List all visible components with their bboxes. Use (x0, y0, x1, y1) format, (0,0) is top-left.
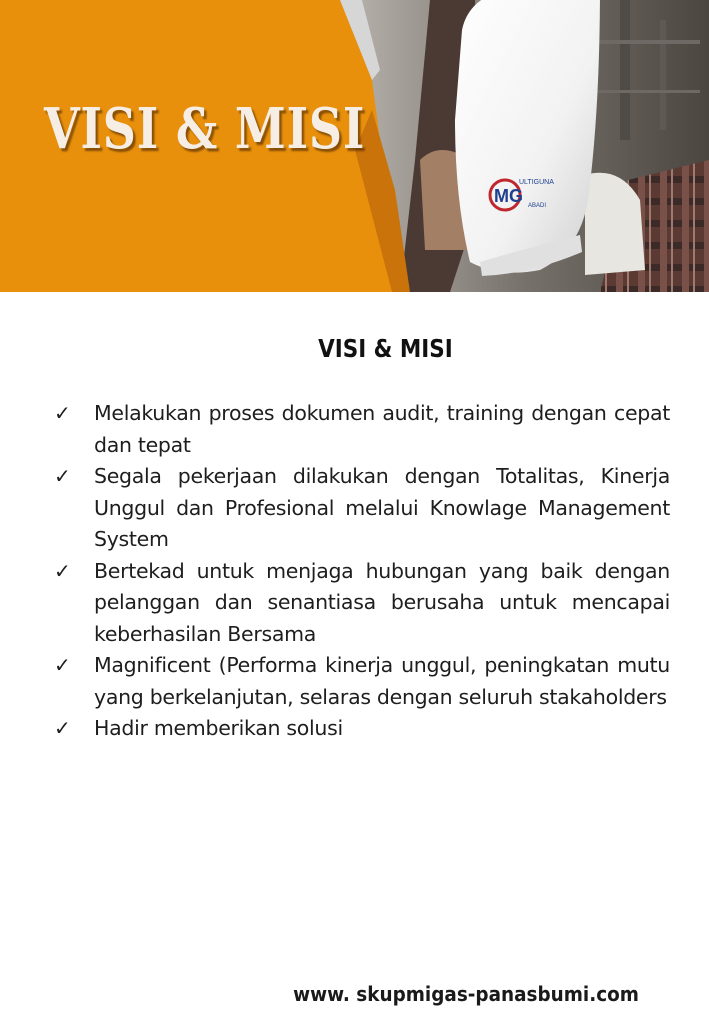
list-item: ✓ Segala pekerjaan dilakukan dengan Totalitas, Kinerja Unggul dan Profesional melalui Knowlage Management System (54, 461, 670, 556)
mission-list (54, 398, 670, 745)
svg-text:MG: MG (494, 186, 523, 206)
header-banner (0, 0, 709, 292)
list-item: ✓ Magnificent (Performa kinerja unggul, peningkatan mutu yang berkelanjutan, selaras dengan seluruh stakaholders (54, 650, 670, 713)
check-icon: ✓ (54, 653, 71, 677)
check-icon: ✓ (54, 716, 71, 740)
check-icon: ✓ (54, 401, 71, 425)
check-icon: ✓ (54, 464, 71, 488)
svg-text:ULTIGUNA: ULTIGUNA (519, 179, 554, 186)
banner-title: VISI & MISI (44, 96, 366, 162)
section-heading: VISI & MISI (318, 334, 453, 363)
list-item: ✓ Hadir memberikan solusi (54, 713, 670, 745)
list-item: ✓ Melakukan proses dokumen audit, training dengan cepat dan tepat (54, 398, 670, 461)
svg-text:ABADI: ABADI (528, 203, 547, 209)
list-item: ✓ Bertekad untuk menjaga hubungan yang baik dengan pelanggan dan senantiasa berusaha untuk mencapai keberhasilan Bersama (54, 556, 670, 651)
website-url: www. skupmigas-panasbumi.com (293, 982, 639, 1006)
check-icon: ✓ (54, 558, 71, 583)
